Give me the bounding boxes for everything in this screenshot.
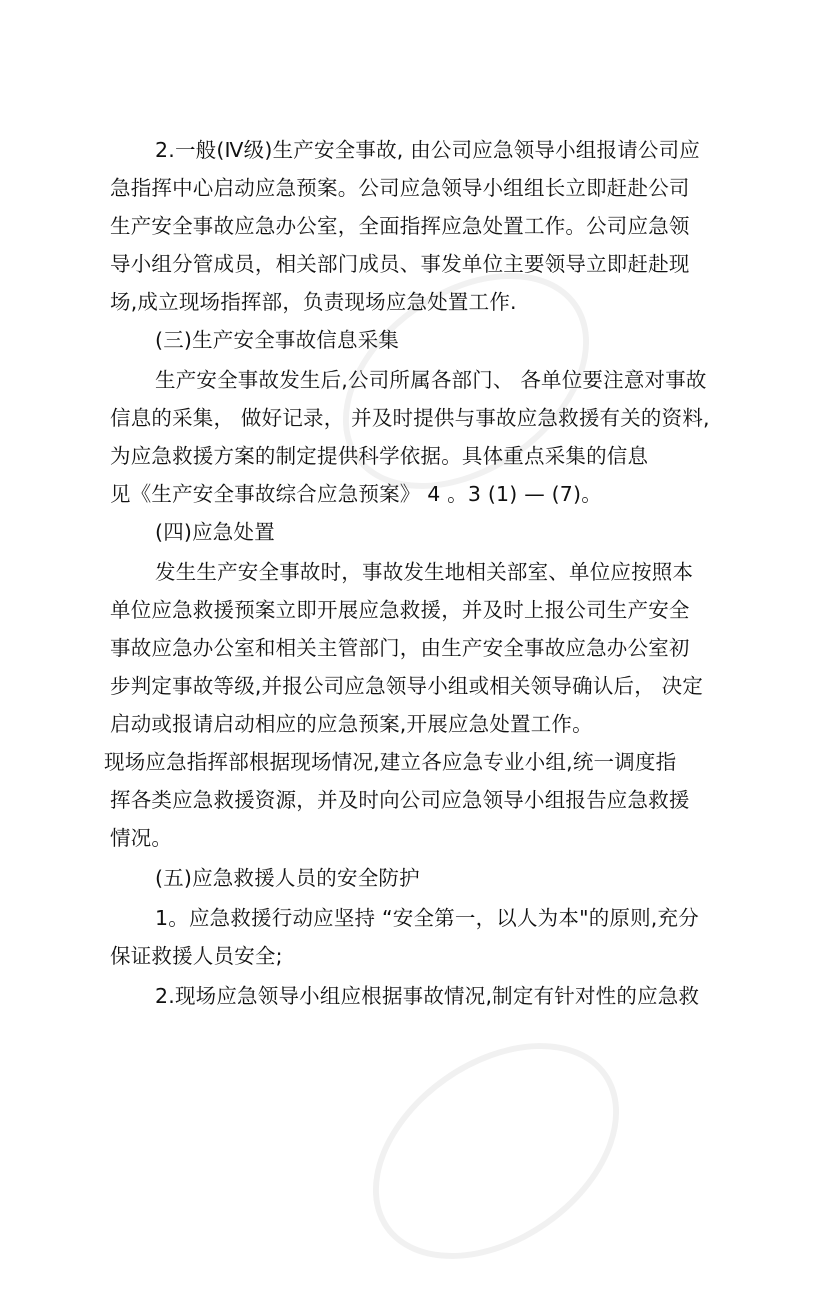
paragraph-line: 单位应急救援预案立即开展应急救援，并及时上报公司生产安全	[110, 598, 690, 622]
paragraph-line: 挥各类应急救援资源，并及时向公司应急领导小组报告应急救援	[110, 788, 690, 812]
paragraph-line: 急指挥中心启动应急预案。公司应急领导小组组长立即赶赴公司	[110, 176, 690, 200]
paragraph-line: 场,成立现场指挥部，负责现场应急处置工作.	[110, 290, 517, 314]
paragraph-line: 步判定事故等级,并报公司应急领导小组或相关领导确认后， 决定	[110, 674, 704, 698]
section-heading: (三)生产安全事故信息采集	[155, 328, 400, 352]
paragraph-line: 保证救援人员安全;	[110, 944, 283, 968]
watermark-stamp	[332, 998, 659, 1303]
paragraph-line: 导小组分管成员，相关部门成员、事发单位主要领导立即赶赴现	[110, 252, 690, 276]
paragraph-line: 2.一般(Ⅳ级)生产安全事故, 由公司应急领导小组报请公司应	[155, 138, 701, 162]
paragraph-line: 2.现场应急领导小组应根据事故情况,制定有针对性的应急救	[155, 984, 700, 1008]
paragraph-line: 现场应急指挥部根据现场情况,建立各应急专业小组,统一调度指	[104, 750, 677, 774]
paragraph-line: 为应急救援方案的制定提供科学依据。具体重点采集的信息	[110, 444, 649, 468]
paragraph-line: 事故应急办公室和相关主管部门，由生产安全事故应急办公室初	[110, 636, 690, 660]
paragraph-line: 1。应急救援行动应坚持 “安全第一，以人为本"的原则,充分	[155, 906, 699, 930]
paragraph-line: 生产安全事故发生后,公司所属各部门、 各单位要注意对事故	[155, 368, 707, 392]
section-heading: (五)应急救援人员的安全防护	[155, 866, 420, 890]
section-heading: (四)应急处置	[155, 520, 275, 544]
paragraph-line: 信息的采集， 做好记录， 并及时提供与事故应急救援有关的资料,	[110, 406, 710, 430]
paragraph-line: 见《生产安全事故综合应急预案》 4 。3 (1) — (7)。	[110, 482, 602, 506]
paragraph-line: 启动或报请启动相应的应急预案,开展应急处置工作。	[110, 712, 593, 736]
paragraph-line: 生产安全事故应急办公室，全面指挥应急处置工作。公司应急领	[110, 214, 690, 238]
paragraph-line: 发生生产安全事故时，事故发生地相关部室、单位应按照本	[155, 560, 694, 584]
paragraph-line: 情况。	[110, 826, 173, 850]
